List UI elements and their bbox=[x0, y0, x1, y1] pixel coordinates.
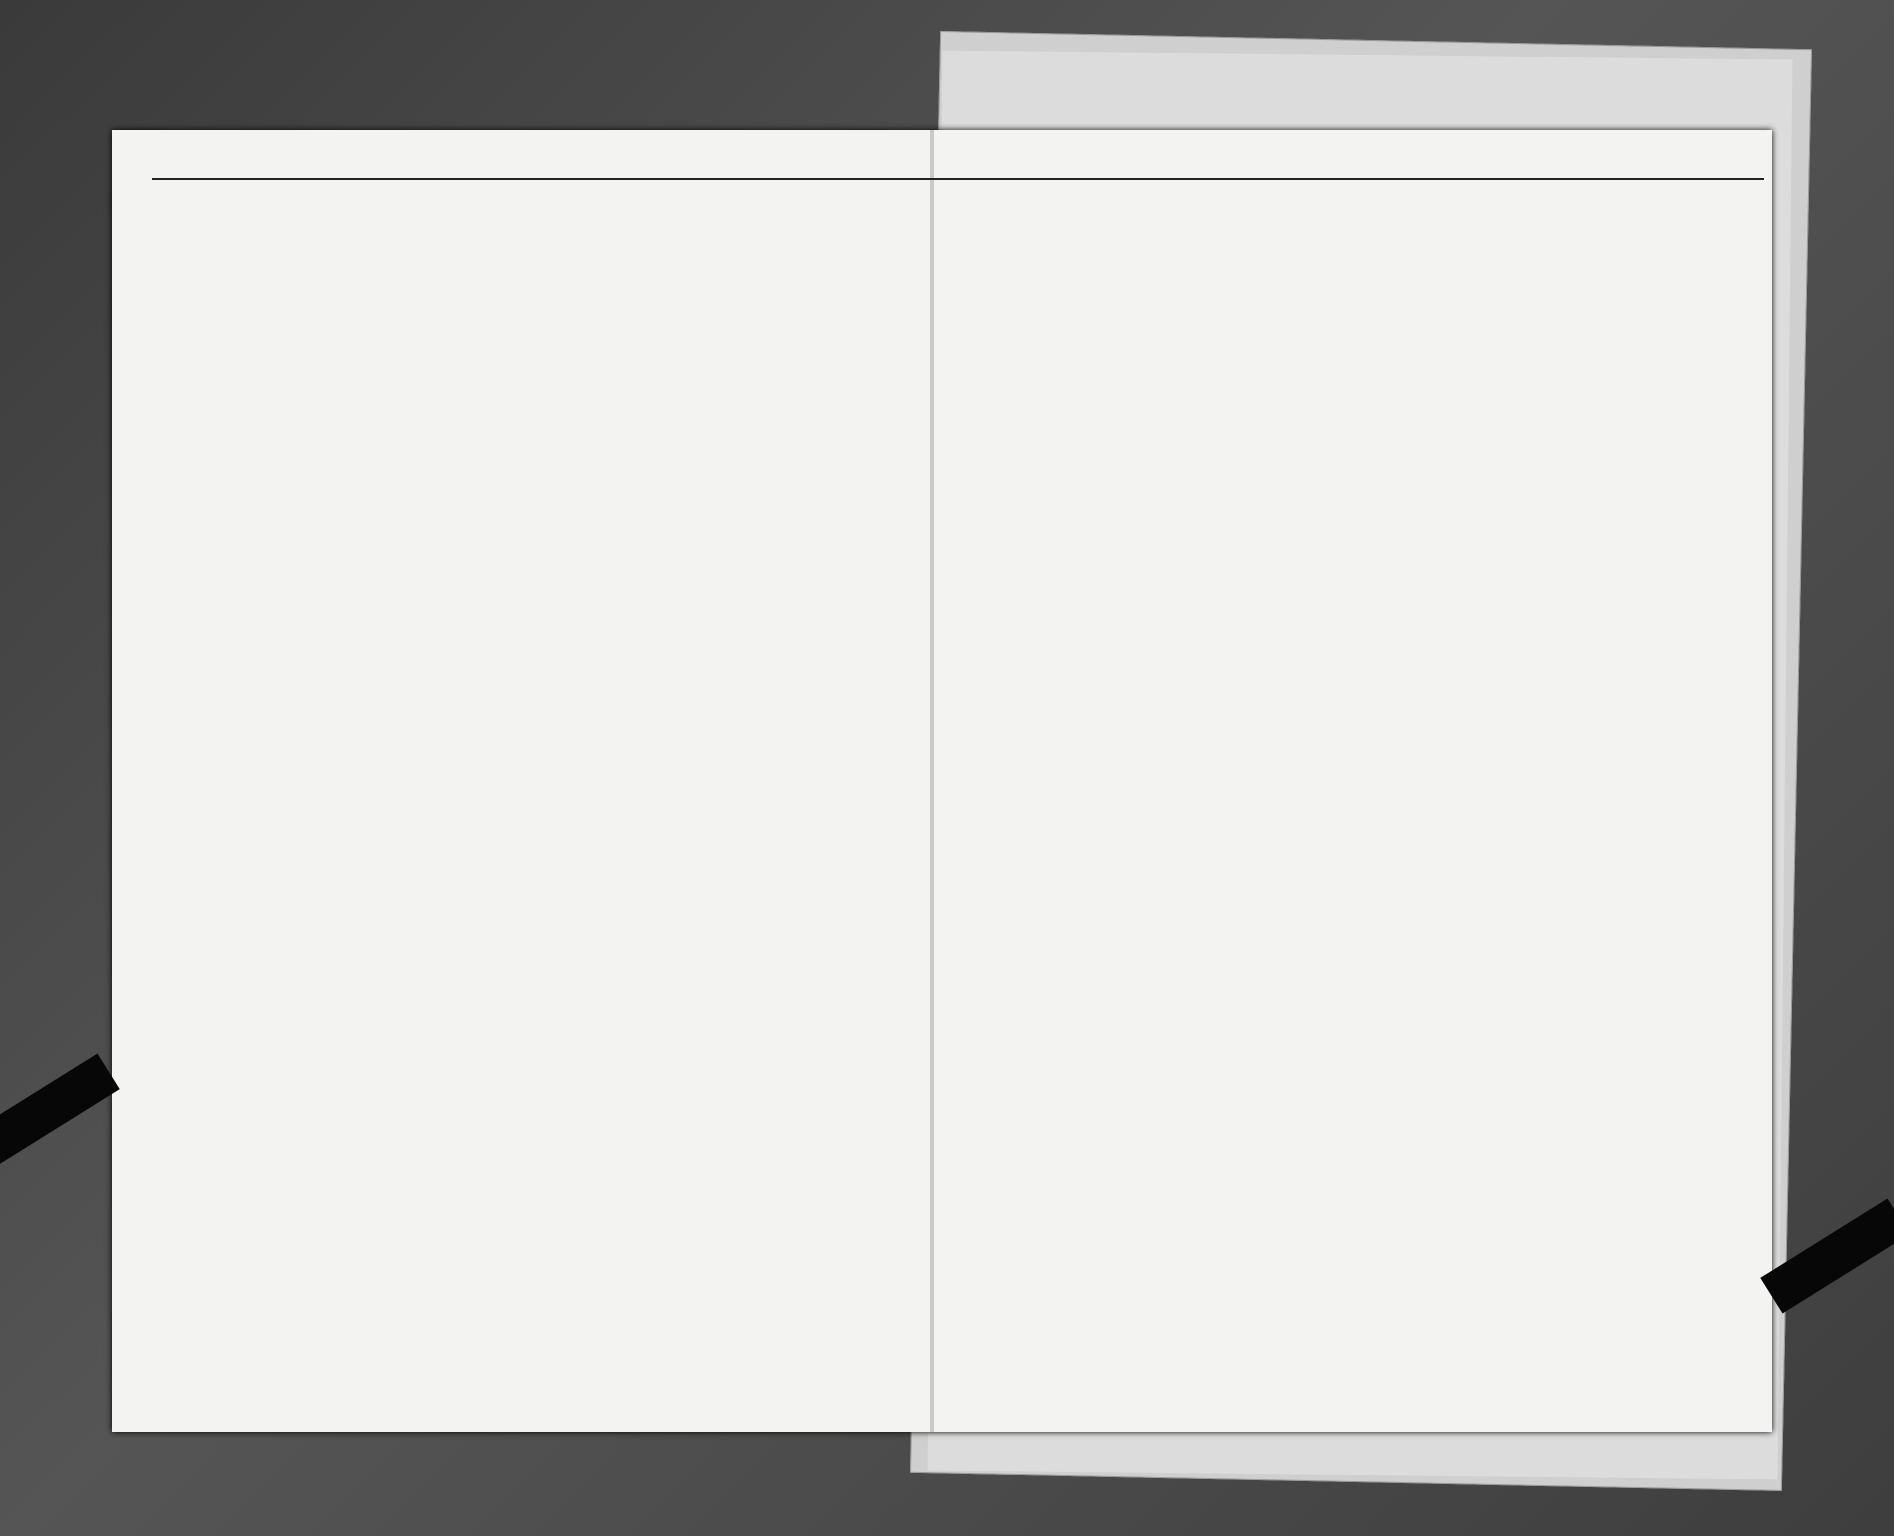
header-col-14 bbox=[1415, 200, 1477, 405]
header-col-1 bbox=[154, 200, 208, 400]
header-col-5 bbox=[558, 208, 627, 403]
header-col-13 bbox=[1351, 200, 1413, 405]
header-col-4 bbox=[485, 240, 556, 400]
binder-clip-left bbox=[0, 1053, 120, 1168]
header-col-6-male bbox=[628, 330, 644, 410]
header-col-3 bbox=[230, 260, 484, 390]
header-col-2 bbox=[209, 260, 222, 380]
header-col-6 bbox=[628, 208, 661, 328]
header-col-10 bbox=[1103, 270, 1147, 330]
header-col-11 bbox=[1149, 245, 1285, 395]
header-col-8 bbox=[738, 200, 803, 410]
header-col-7 bbox=[662, 230, 737, 390]
header-col-9 bbox=[938, 240, 1100, 390]
header-col-6-female bbox=[645, 330, 661, 410]
census-form-page bbox=[112, 130, 1772, 1432]
header-col-16 bbox=[1552, 260, 1752, 330]
header-col-15 bbox=[1479, 200, 1533, 405]
header-col-12 bbox=[1287, 240, 1349, 390]
